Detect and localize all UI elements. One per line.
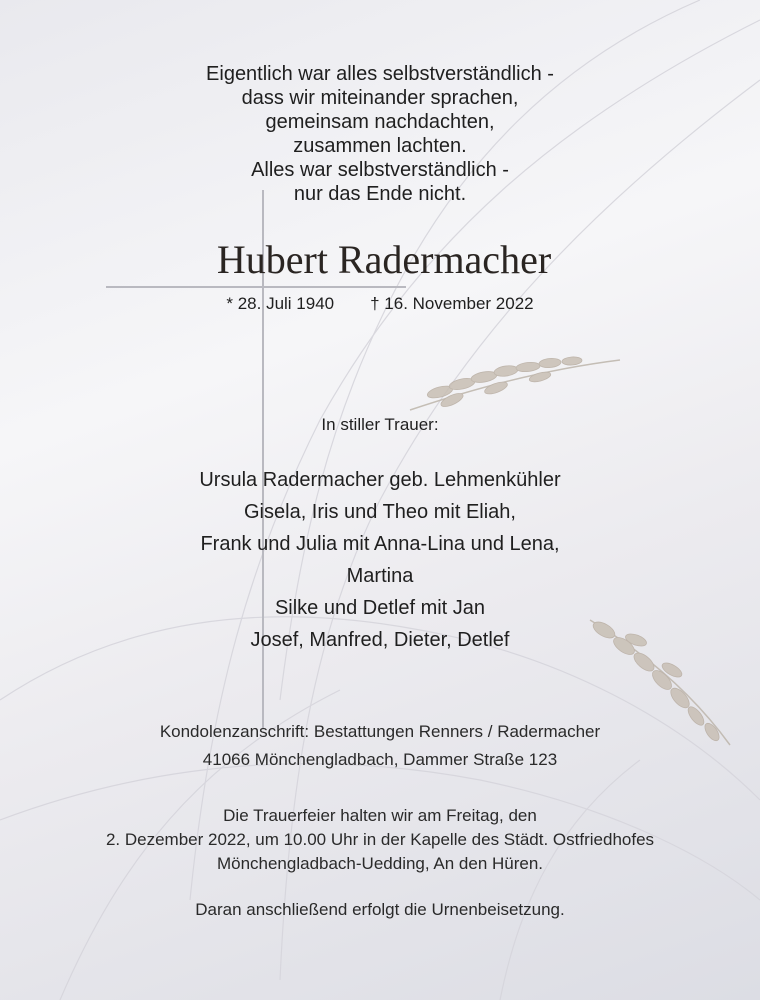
birth-date: * 28. Juli 1940 <box>226 294 335 313</box>
condolence-address <box>0 718 760 774</box>
mourner-line: Gisela, Iris und Theo mit Eliah, <box>244 501 516 523</box>
mourner-line: Silke und Detlef mit Jan <box>274 597 486 619</box>
poem-line: nur das Ende nicht. <box>293 183 467 205</box>
deceased-name: Hubert Radermacher <box>216 237 552 282</box>
poem-line: gemeinsam nachdachten, <box>265 111 495 133</box>
poem-line: Alles war selbstverständlich - <box>251 159 509 181</box>
poem <box>0 62 760 206</box>
address-line: 41066 Mönchengladbach, Dammer Straße 123 <box>202 750 558 769</box>
service-line: Die Trauerfeier halten wir am Freitag, den <box>223 806 537 825</box>
life-dates <box>0 292 760 316</box>
service-line: Mönchengladbach-Uedding, An den Hüren. <box>216 854 544 873</box>
wheat-ear-icon <box>410 356 620 410</box>
cross-icon-bar <box>106 286 406 288</box>
mourner-line: Ursula Radermacher geb. Lehmenkühler <box>199 469 561 491</box>
service-line: 2. Dezember 2022, um 10.00 Uhr in der Kapelle des Städt. Ostfriedhofes <box>105 830 655 849</box>
death-date: † 16. November 2022 <box>370 294 534 313</box>
poem-line: Eigentlich war alles selbstverständlich - <box>206 63 554 85</box>
urn-burial-note: Daran anschließend erfolgt die Urnenbeisetzung. <box>195 900 565 919</box>
mourner-line: Josef, Manfred, Dieter, Detlef <box>250 629 510 651</box>
mourning-intro: In stiller Trauer: <box>321 415 439 434</box>
poem-line: dass wir miteinander sprachen, <box>241 87 519 109</box>
poem-line: zusammen lachten. <box>293 135 467 157</box>
mourner-line: Martina <box>346 565 414 587</box>
address-line: Kondolenzanschrift: Bestattungen Renners / Radermacher <box>159 722 601 741</box>
mourners-list <box>0 464 760 656</box>
funeral-service-info <box>0 804 760 876</box>
mourner-line: Frank und Julia mit Anna-Lina und Lena, <box>200 533 560 555</box>
